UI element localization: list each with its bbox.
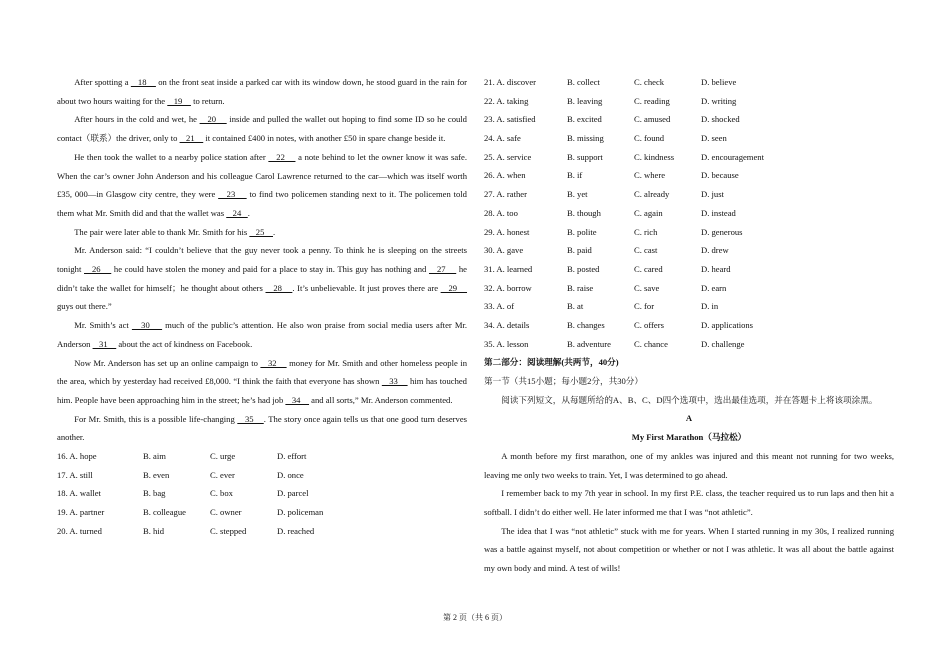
cloze-paragraph [57,148,467,223]
option-choice: 18. A. wallet [57,488,101,499]
option-choice: B. polite [567,226,597,237]
option-row [484,204,894,223]
option-choice: D. in [701,301,719,312]
option-choice: C. amused [634,114,671,125]
cloze-blank: 26 [84,264,112,275]
section-title: 第二部分：阅读理解(共两节，40分) [484,357,619,368]
option-choice: C. check [634,77,665,87]
cloze-options-left [57,447,467,540]
option-choice: C. reading [634,95,670,106]
option-row [57,447,467,466]
option-row [484,110,894,129]
option-choice: B. collect [567,77,600,87]
cloze-text: he didn’t take the wallet for himself；he thought about others [57,264,467,293]
cloze-text: Mr. Anderson said: “I couldn’t believe that the guy never took a penny. To think he is sleeping on the streets tonight [57,245,467,275]
option-choice: B. even [143,469,170,480]
option-choice: C. rich [634,226,658,237]
option-choice: D. because [701,170,739,181]
option-choice: B. if [567,170,583,181]
cloze-blank: 24 [226,207,248,218]
option-choice: D. applications [701,319,754,330]
option-choice: C. kindness [634,151,675,162]
cloze-text: After hours in the cold and wet, he [74,114,200,125]
cloze-blank: 35 [237,413,264,424]
option-choice: D. once [277,469,304,480]
option-choice: 33. A. of [484,301,515,312]
option-choice: D. challenge [701,338,745,349]
cloze-paragraph [57,241,467,316]
option-row [484,241,894,260]
option-choice: C. urge [210,451,236,462]
option-choice: 30. A. gave [484,245,524,256]
option-choice: 21. A. discover [484,77,537,87]
right-column [484,73,894,578]
option-row [484,279,894,298]
option-row [484,316,894,335]
option-choice: 25. A. service [484,151,532,162]
option-choice: 34. A. details [484,319,530,330]
option-choice: C. chance [634,338,668,349]
cloze-paragraph [57,354,467,410]
option-choice: B. at [567,301,584,312]
option-choice: C. found [634,133,665,144]
option-row [57,466,467,485]
option-choice: C. already [634,189,670,200]
option-choice: 35. A. lesson [484,338,529,349]
option-choice: D. generous [701,226,743,237]
option-choice: D. writing [701,95,737,106]
option-row [57,522,467,541]
cloze-paragraph [57,410,467,447]
option-row [484,148,894,167]
passage-title: My First Marathon（马拉松） [631,432,747,443]
cloze-blank: 18 [130,77,156,87]
cloze-blank: 33 [381,376,408,387]
option-choice: D. encouragement [701,151,764,162]
option-choice: 26. A. when [484,170,526,181]
cloze-blank: 27 [428,264,457,275]
option-choice: 20. A. turned [57,525,102,536]
page-footer: 第 2 页（共 6 页） [443,613,507,622]
cloze-options-right [484,73,894,353]
option-choice: C. where [634,170,666,181]
option-choice: B. missing [567,133,604,144]
option-row [484,297,894,316]
option-choice: D. heard [701,263,731,274]
section-subtitle: 第一节（共15小题；每小题2分，共30分） [484,376,643,387]
cloze-text: guys out there.” [57,301,112,312]
option-choice: B. posted [567,263,600,274]
option-choice: D. believe [701,77,737,87]
option-choice: 32. A. borrow [484,282,532,293]
option-choice: 19. A. partner [57,507,105,518]
cloze-blank: 22 [268,151,296,162]
cloze-text: him has touched him. People have been approaching him in the street; he’s had job [57,376,467,405]
option-row [484,223,894,242]
option-choice: 24. A. safe [484,133,521,144]
option-choice: 16. A. hope [57,451,97,462]
left-column [57,73,467,541]
option-choice: D. seen [701,133,727,144]
section-instruction: 阅读下列短文，从每题所给的A、B、C、D四个选项中，选出最佳选项，并在答题卡上将该项涂黑。 [501,394,878,405]
option-choice: C. cared [634,263,663,274]
cloze-text: it contained £400 in notes, with another £50 in spare change beside it. [203,133,446,144]
option-choice: B. colleague [143,507,186,518]
passage-paragraph: The idea that I was “not athletic” stuck with me for years. When I started running in my 30s, I realized running was a battle against myself, not about competition or whether or not I was athletic. It was all about the battle against my own body and mind. A test of wills! [484,525,894,574]
cloze-text: he could have stolen the money and paid for a place to stay in. This guy has nothing and [111,264,429,275]
option-choice: C. owner [210,507,242,518]
option-choice: B. paid [567,245,592,256]
cloze-text: to find two policemen standing next to it. The policemen told them what Mr. Smith did and that the wallet was [57,189,467,218]
cloze-blank: 30 [131,320,163,331]
cloze-text: After spotting a [74,77,131,87]
option-row [484,166,894,185]
option-choice: D. policeman [277,507,324,518]
cloze-passage [57,73,467,447]
option-choice: D. just [701,189,724,200]
option-choice: B. excited [567,114,602,125]
option-choice: B. raise [567,282,594,293]
cloze-text: about the act of kindness on Facebook. [116,338,253,349]
option-row [484,129,894,148]
option-choice: C. ever [210,469,235,480]
option-choice: 29. A. honest [484,226,530,237]
option-choice: D. earn [701,282,727,293]
option-row [484,185,894,204]
option-choice: D. drew [701,245,729,256]
cloze-text: to return. [190,95,225,106]
option-choice: 22. A. taking [484,95,529,106]
option-choice: 27. A. rather [484,189,527,200]
cloze-blank: 28 [265,282,293,293]
cloze-text: Now Mr. Anderson has set up an online campaign to [74,357,261,368]
option-choice: B. bag [143,488,166,499]
cloze-paragraph [57,73,467,110]
option-choice: B. hid [143,525,165,536]
passage-letter: A [685,413,693,424]
cloze-text: a note behind to let the owner know it was safe. When the car’s owner John Anderson and his colleague Carol Lawrence returned to the car—which was itself worth £35, 000—in Glasgow city centre, they were [57,151,467,200]
option-choice: C. stepped [210,525,247,536]
option-row [484,260,894,279]
cloze-paragraph [57,110,467,147]
option-choice: B. though [567,207,601,218]
option-row [57,484,467,503]
cloze-blank: 34 [285,394,310,405]
cloze-text: . The story once again tells us that one good turn deserves another. [57,413,467,443]
cloze-text: and all sorts,” Mr. Anderson commented. [309,394,453,405]
cloze-text: money for Mr. Smith and other homeless people in the area, which by yesterday had received £8,000. “I think the faith that everyone has shown [57,357,467,387]
option-choice: D. effort [277,451,307,462]
option-choice: B. aim [143,451,166,462]
option-choice: B. adventure [567,338,611,349]
option-choice: C. cast [634,245,658,256]
option-choice: C. for [634,301,655,312]
cloze-text: He then took the wallet to a nearby police station after [74,151,269,162]
cloze-blank: 29 [440,282,468,293]
cloze-paragraph [57,223,467,242]
option-choice: C. offers [634,319,664,330]
option-choice: D. reached [277,525,315,536]
cloze-text: on the front seat inside a parked car with its window down, he stood guard in the rain for about two hours waiting for the [57,77,468,106]
passage-paragraph: A month before my first marathon, one of my ankles was injured and this meant not running for two weeks, leaving me only two weeks to train. Yet, I was determined to go ahead. [484,450,894,480]
cloze-blank: 32 [260,357,287,368]
option-choice: 28. A. too [484,207,518,218]
option-choice: B. changes [567,319,605,330]
passage-paragraph: I remember back to my 7th year in school. In my first P.E. class, the teacher required us to run laps and then hit a softball. I didn’t do either well. He later informed me that I was “not athletic”. [484,488,894,517]
cloze-text: much of the public’s attention. He also won praise from social media users after Mr. Anderson [57,320,467,349]
cloze-text: . It’s unbelievable. It just proves there are [292,282,441,293]
cloze-blank: 21 [179,133,204,144]
option-row [57,503,467,522]
cloze-blank: 31 [92,338,117,349]
cloze-blank: 20 [199,114,227,125]
cloze-text: . [273,226,276,237]
option-choice: 31. A. learned [484,263,533,274]
cloze-text: The pair were later able to thank Mr. Smith for his [74,226,250,237]
option-row [484,92,894,111]
option-choice: C. box [210,488,233,499]
cloze-paragraph [57,316,467,353]
reading-passage [484,447,894,578]
cloze-blank: 25 [249,226,273,237]
option-row [484,335,894,354]
option-choice: D. shocked [701,114,740,125]
option-choice: 17. A. still [57,469,93,480]
option-choice: D. instead [701,207,736,218]
option-choice: B. support [567,151,603,162]
cloze-text: . [247,207,250,218]
option-row [484,73,894,92]
option-choice: C. again [634,207,663,218]
cloze-blank: 19 [167,95,191,106]
option-choice: B. yet [567,189,588,200]
option-choice: B. leaving [567,95,603,106]
cloze-text: Mr. Smith’s act [74,320,132,331]
cloze-text: inside and pulled the wallet out hoping to find some ID so he could contact（联系）the driver, only to [57,114,467,144]
option-choice: C. save [634,282,660,293]
option-choice: D. parcel [277,488,309,499]
cloze-blank: 23 [218,189,247,200]
option-choice: 23. A. satisfied [484,114,536,125]
cloze-text: For Mr. Smith, this is a possible life-changing [74,413,238,424]
